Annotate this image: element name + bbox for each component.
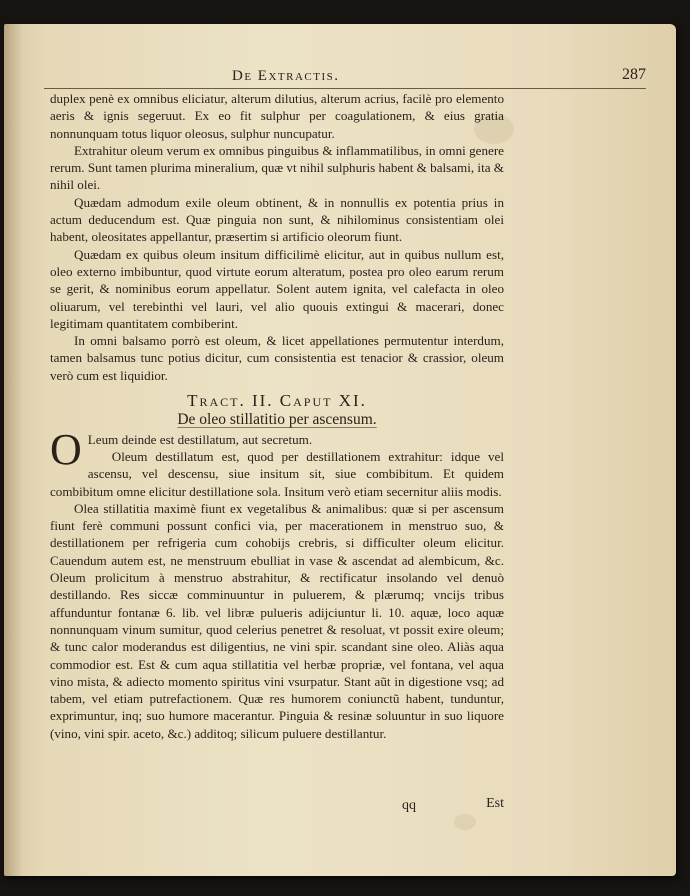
- catchword: Est: [486, 796, 504, 811]
- opening-line: Leum deinde est destillatum, aut secretum.: [87, 431, 313, 447]
- page-number: 287: [622, 66, 646, 83]
- running-head: De Extractis.: [232, 68, 340, 84]
- paragraph: Quædam ex quibus oleum insitum difficilimè elicitur, aut in quibus nullum est, oleo externo imbibuntur, quod virtute eorum alteratum, postea pro oleo earum rerum se gerit, & nominibus eorum appellatur. Solent autem ignita, vel calefacta in oleo oliuarum, vel terebinthi vel lauri, vel alio quouis extingui & macerari, donec legitimam quantitatem combiberint.: [50, 246, 504, 331]
- book-page: [4, 24, 676, 876]
- paragraph: Oleum destillatum est, quod per destillationem extrahitur: idque vel ascensu, vel descensu, siue insitum sit, siue combibitum. Et quidem combibitum omne elicitur destillatione sola. Insitum verò etiam secernitur aliis modis.: [50, 448, 504, 499]
- page-header: [44, 66, 646, 89]
- paragraph: duplex penè ex omnibus eliciatur, alterum dilutius, alterum acrius, facilè pro elemento aeris & ignis segeruut. Ex eo fit sulphur per coagulationem, & eius gratia nonnunquam totus liquor oleosus, sulphur nuncupatur.: [50, 91, 504, 141]
- paragraph: Olea stillatitia maximè fiunt ex vegetalibus & animalibus: quæ si per ascensum fiunt ferè communi possunt confici via, per macerationem in menstruo suo, & destillationem per refrigeria cum cohobijs crebris, si difficulter oleum elicitur. Cauendum autem est, ne menstruum ebulliat in vase & ascendat ad alembicum, &c. Oleum prolicitum à menstruo abstrahitur, & rectificatur insolando vel denuò destillando. Res siccæ comminuuntur in puluerem, & plærumq; vncijs tribus affunduntur fontanæ 6. lib. vel libræ pulueris adijciuntur li. 10. aquæ, loco aquæ nonnunquam vinum sumitur, quod celerius penetret & resoluat, vt possit exire oleum; & tunc calor moderandus est diligentius, ne vini spir. scandant sine oleo. Aliàs aqua commodior est. Est & cum aqua stillatitia vel herbæ propriæ, vel fontana, vel aqua vino mista, & adiecto momento spiritus vini vsurpatur. Stant aũt in digestione vsq; ad tabem, vel etiam putrefactionem. Quæ res humorem coniunctũ habent, tunduntur, exprimuntur, inq; suo humore macerantur. Pinguia & resinæ soluuntur in suo liquore (vino, vini spir. aceto, &c.) additoq; silicum puluere destillantur.: [50, 500, 504, 741]
- body-text: [50, 90, 504, 742]
- page-footer: [50, 796, 504, 816]
- tract-heading: Tract. II. Caput XI.: [187, 391, 367, 411]
- paragraph: Extrahitur oleum verum ex omnibus pinguibus & inflammatilibus, in omni genere rerum. Sunt tamen plurima mineralium, quæ vt nihil sulphuris habent & balsami, ita & nihil olei.: [50, 142, 504, 193]
- paragraph: Quædam admodum exile oleum obtinent, & in nonnullis ex potentia prius in actum deducendum est. Quæ pinguia non sunt, & nihilominus consistentiam olei habent, oleositates appellantur, præsertim si artificio oleorum fiunt.: [50, 194, 504, 245]
- paper-stain: [454, 814, 476, 830]
- drop-cap: O: [50, 424, 82, 474]
- signature-mark: qq: [402, 798, 416, 813]
- paragraph: In omni balsamo porrò est oleum, & licet appellationes permutentur interdum, tamen balsamus tunc potius dicitur, cum consistentia est tenacior & crassior, oleum verò cum est liquidior.: [50, 333, 504, 383]
- chapter-title: De oleo stillatitio per ascensum.: [177, 411, 377, 429]
